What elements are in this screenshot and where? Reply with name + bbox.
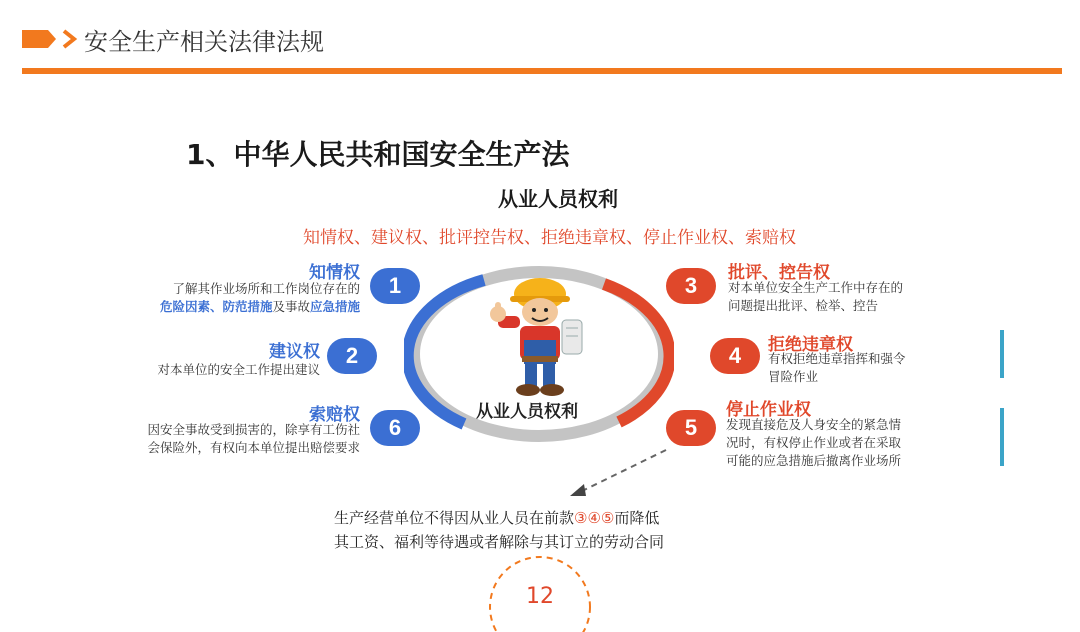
- right-desc-5-line3: 可能的应急措施后撤离作业场所: [726, 453, 902, 468]
- right-desc-5-line1: 发现直接危及人身安全的紧急情: [726, 417, 902, 432]
- accent-bar-5: [1000, 408, 1004, 466]
- page-number: 12: [526, 584, 554, 609]
- note-line-2: 其工资、福利等待遇或者解除与其订立的劳动合同: [334, 533, 665, 551]
- right-desc-6-line1: 因安全事故受到损害的，除享有工伤社: [147, 422, 360, 437]
- right-desc-1-line2: [80, 298, 360, 316]
- chevron-right-icon: [61, 29, 79, 49]
- header-arrow-icon: [22, 30, 56, 48]
- right-desc-4: [768, 350, 988, 386]
- accent-bar-4: [1000, 330, 1004, 378]
- right-desc-4-line1: 有权拒绝违章指挥和强令: [768, 351, 906, 366]
- dashed-arrow-icon: [566, 446, 676, 502]
- highlight-risk: 危险因素、防范措施: [159, 299, 273, 314]
- note-line1-b: 而降低: [614, 509, 660, 527]
- right-desc-1: [80, 280, 360, 316]
- right-desc-3-line1: 对本单位安全生产工作中存在的: [728, 280, 904, 295]
- right-title-4: 拒绝违章权: [768, 335, 853, 355]
- badge-2: 2: [327, 338, 377, 374]
- right-title-5: 停止作业权: [726, 400, 811, 420]
- right-desc-4-line2: 冒险作业: [768, 369, 819, 384]
- right-title-1: 知情权: [309, 263, 360, 283]
- note-numbers: ③④⑤: [574, 509, 615, 527]
- right-desc-6: [40, 421, 360, 457]
- badge-3: 3: [666, 268, 716, 304]
- header-divider: [22, 68, 1062, 74]
- subtitle: 从业人员权利: [498, 187, 618, 211]
- desc-connector: 及事故: [272, 299, 310, 314]
- right-desc-1-line1: 了解其作业场所和工作岗位存在的: [172, 281, 360, 296]
- right-desc-3: [728, 279, 1028, 315]
- right-desc-3-line2: 问题提出批评、检举、控告: [728, 298, 879, 313]
- right-title-2: 建议权: [269, 342, 320, 362]
- right-title-6: 索赔权: [309, 405, 360, 425]
- note-line-1: [334, 507, 659, 528]
- section-title: 1、中华人民共和国安全生产法: [186, 138, 570, 171]
- right-desc-5: [726, 416, 996, 470]
- ring-center-label: 从业人员权利: [476, 402, 578, 422]
- right-title-3: 批评、控告权: [728, 263, 830, 283]
- rights-summary: 知情权、建议权、批评控告权、拒绝违章权、停止作业权、索赔权: [303, 228, 796, 248]
- note-line1-a: 生产经营单位不得因从业人员在前款: [334, 509, 575, 527]
- worker-illustration: [470, 270, 610, 400]
- page-header-title: 安全生产相关法律法规: [84, 28, 324, 56]
- badge-4: 4: [710, 338, 760, 374]
- right-desc-6-line2: 会保险外，有权向本单位提出赔偿要求: [147, 440, 360, 455]
- badge-6: 6: [370, 410, 420, 446]
- right-desc-2: 对本单位的安全工作提出建议: [157, 362, 320, 377]
- highlight-emergency: 应急措施: [309, 299, 360, 314]
- badge-1: 1: [370, 268, 420, 304]
- right-desc-5-line2: 况时，有权停止作业或者在采取: [726, 435, 902, 450]
- badge-5: 5: [666, 410, 716, 446]
